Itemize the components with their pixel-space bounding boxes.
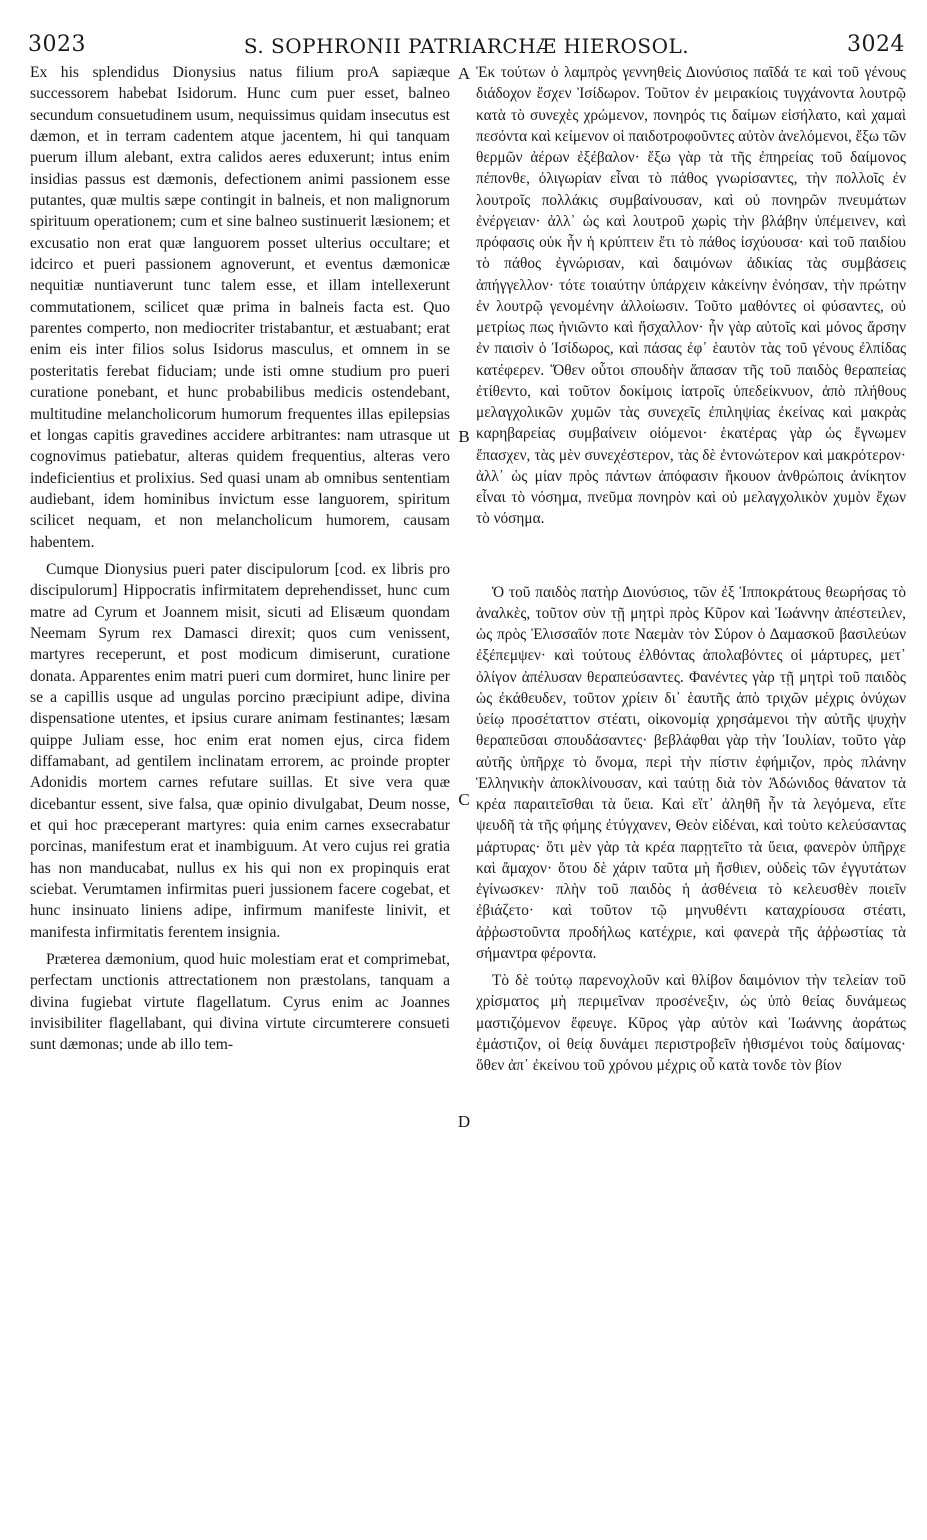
section-marker-c: C xyxy=(458,790,470,809)
latin-column xyxy=(30,62,450,1056)
latin-paragraph-3: Præterea dæmonium, quod huic molestiam erat et comprimebat, perfectam unctionis attrectationem non præstolans, tanquam a divina fugiebat virtute flagellatum. Cyrus enim ac Joannes invisibiliter flagellabant, qui divina virtute circumterere consueti sunt dæmonas; unde ab illo tem- xyxy=(30,951,450,1054)
running-title: S. SOPHRONII PATRIARCHÆ HIEROSOL. xyxy=(243,34,690,58)
latin-paragraph-1: Ex his splendidus Dionysius natus filium proA sapiæque successorem habebat Isidorum. Hunc cum puer esset, balneo secundum consuetudinem usum, nequissimus quidam insecutus est dæmon, et in terram cadentem atque jacentem, hi qui tanquam puerum illum alebant, extra calidos aeres eduxerunt; intus enim insidias passus est dæmonis, defectionem animi passionem esse putantes, quæ multis sæpe contingit in balneis, et non malignorum spirituum operationem; cum et sine balneo sustinuerit læsionem; et excusatio non erat quæ languorem posset ulterius occultare; et idcirco et pueri passionem agnoverunt, et eventus dæmonicæ nequitiæ nuntiaverunt tunc talem esse, et illam intellexerunt commutationem, scilicet quæ prima in balneis facta est. Quo parentes comperto, non mediocriter tristabantur, et æstuabant; erat enim eis inter filios solus Isidorus masculus, et omnem in se posteritatis ferebat fiduciam; unde isti omne studium pro pueri curatione ponebant, et hunc probabilibus medicis ostendebant, multitudine melancholicorum humorum frequentes illas epilepsias et longas capitis gravedines accidere arbitrantes: nam utrasque ut cognovimus patiebatur, alteras quidem frequentius, alteras vero indeficientius et prolixius. Sed quasi unam ab omnibus sententiam audiebant, idem hominibus invictum esse languorem, spiritum scilicet nequam, et non melancholicum humorem, causam habentem. xyxy=(30,64,450,551)
greek-paragraph-3: Τὸ δὲ τούτῳ παρενοχλοῦν καὶ θλίβον δαιμόνιον τὴν τελείαν τοῦ χρίσματος μὴ περιμεῖναν προσένεξιν, ὡς ὑπὸ θείας δυνάμεως μαστιζόμενον ἔφευγε. Κῦρος γὰρ αὐτὸν καὶ Ἰωάννης ἀοράτως ἐμάστιζον, οἱ θείᾳ δυνάμει περιστροβεῖν ἠθισμένοι τοὺς δαίμονας· ὅθεν ἀπ᾽ ἐκείνου τοῦ χρόνου μέχρις οὗ κατὰ τονδε τὸν βίον xyxy=(476,972,906,1074)
latin-paragraph-2: Cumque Dionysius pueri pater discipulorum [cod. ex libris pro discipulorum] Hippocratis infirmitatem deprehendisset, hunc cum matre ad Cyrum et Joannem misit, sicuti ad Elisæum quondam Neemam Syrum rex Damasci direxit; quos cum venissent, martyres receperunt, et post modicum dimiserunt, curatione donata. Apparentes enim matri pueri cum dormiret, hunc linire per se a capillis usque ad ungulas porcino præcipiunt adipe, divina dispensatione utentes, et ipsius curare animam festinantes; læsam quippe Juliam esse, hoc enim erat nomen ejus, circa fidem diffamabant, ad gentilem inclinatam errorem, ac proinde propter Adonidis mortem carnes refutare suillas. Et sive vera quæ dicebantur essent, sive falsa, quæ opinio divulgabat, Deum nosse, et qui hoc præceperant martyres: quia enim carnes exsecrabatur porcinas, manifestum erat et inambiguum. At vero cujus rei gratia has non manducabat, nullus ex his qui non ex propinquis erat sciebat. Verumtamen infirmitas pueri jussionem facere cogebat, et hunc insinuato liniens adipe, infirmum manifeste linivit, et manifesta infirmitatis ferentem insignia. xyxy=(30,560,450,941)
page-number-right: 3024 xyxy=(847,32,905,57)
section-marker-a: A xyxy=(457,64,471,83)
page-number-left: 3023 xyxy=(28,32,86,57)
running-header xyxy=(28,30,905,62)
greek-column xyxy=(476,62,906,1076)
section-marker-d: D xyxy=(457,1112,471,1131)
greek-paragraph-1: Ἐκ τούτων ὁ λαμπρὸς γεννηθεὶς Διονύσιος παῖδά τε καὶ τοῦ γένους διάδοχον ἔσχεν Ἰσίδωρον. Τοῦτον ἐν μειρακίοις τυγχάνοντα λουτρῷ κατὰ τὸ συνεχὲς χρώμενον, πονηρός τις δαίμων εἰσήλατο, καὶ χαμαὶ πεσόντα καὶ κείμενον οἱ παιδοτροφοῦντες αὐτὸν ἀνελόμενοι, ἔξω τῶν θερμῶν ἀέρων ἐξέβαλον· ἔξω γὰρ τὰ τῆς ἐπηρείας τοῦ δαίμονος πέπονθε, ὀλιγωρίαν εἶναι τὸ πάθος γνωρίσαντες, τὴν πολλοῖς ἐν λουτροῖς πολλάκις συμβαίνουσαν, καὶ οὐ πονηρῶν πνευμάτων ἐνέργειαν· ἀλλ᾽ ὡς καὶ λουτροῦ χωρὶς τὴν βλάβην ὑπέμεινεν, καὶ πρόφασις οὐκ ἦν ἡ κρύπτειν ἔτι τὸ πάθος ἰσχύουσα· καὶ τοῦ παιδίου τὸ πάθος ἐγνώρισαν, καὶ δαιμόνων ἀδικίας τὰς συμβάσεις ἀπήγγελλον· τότε τοιαύτην ὑπάρχειν κἀκείνην ἐνόησαν, τὴν πρώτην ἐν λουτρῷ γενομένην ἀλλοίωσιν. Τοῦτο μαθόντες οἱ φύσαντες, οὐ μετρίως πως ἠνιῶντο καὶ ἤσχαλλον· ἦν γὰρ αὐτοῖς καὶ μόνος ἄρσην ἐν παισὶν ὁ Ἰσίδωρος, καὶ πάσας ἐφ᾽ ἑαυτὸν τὰς τοῦ γένους ἐλπίδας κατέφερεν. Ὅθεν οὗτοι σπουδὴν ἅπασαν τῆς τοῦ παιδὸς θεραπείας ἐτίθεντο, καὶ τοῦτον δοκίμοις ἰατροῖς ὑπεδείκνυον, ἀπὸ πλήθους μελαγχολικῶν χυμῶν τὰς συνεχεῖς ἐπιληψίας ἐκείνας καὶ μακρὰς καρηβαρείας συμβαίνειν οἰόμενοι· ἑκατέρας γὰρ ὡς ἔγνωμεν ἔπασχεν, τὰς μὲν συνεχέστερον, τὰς δὲ ἐντονώτερον καὶ μακρότερον· ἀλλ᾽ ὡς μίαν πρὸς πάντων ἀπόφασιν ἤκουον ἀνθρώποις ἀνίκητον εἶναι τὸ νόσημα, πνεῦμα πονηρὸν καὶ οὐ μελαγχολικὸν χυμὸν ἔχων τὸ νόσημα. xyxy=(476,64,906,528)
greek-paragraph-2: Ὁ τοῦ παιδὸς πατὴρ Διονύσιος, τῶν ἐξ Ἱπποκράτους θεωρήσας τὸ ἀναλκὲς, τοῦτον σὺν τῇ μητρὶ πρὸς Κῦρον καὶ Ἰωάννην ἀπέστειλεν, ὡς πρὸς Ἐλισσαῖόν ποτε Ναεμὰν τὸν Σύρον ὁ Δαμασκοῦ βασιλεύων ἐξέπεμψεν· καὶ τούτους ἐλθόντας ἀπολαβόντες οἱ μάρτυρες, μετ᾽ ὀλίγον ἀπέλυσαν θεραπεύσαντες. Φανέντες γὰρ τῇ μητρὶ τοῦ παιδὸς ὡς ἐκάθευδεν, τοῦτον χρίειν δι᾽ ἑαυτῆς ἀπὸ τριχῶν μέχρις ὀνύχων ὑείῳ προσέταττον στέατι, οἰκονομίᾳ χρησάμενοι τὴν αὐτῆς ψυχὴν θεραπεῦσαι σπουδάσαντες· βεβλάφθαι γὰρ τὴν Ἰουλίαν, τοῦτο γὰρ αὐτῆς ὑπῆρχε τὸ ὄνομα, περὶ τὴν πίστιν ἐφήμιζον, πρὸς πλάνην Ἑλληνικὴν ἀποκλίνουσαν, καὶ ταύτῃ διὰ τὸν Ἀδώνιδος θάνατον τὰ κρέα παραιτεῖσθαι τὰ ὕεια. Καὶ εἴτ᾽ ἀληθῆ ἦν τὰ λεγόμενα, εἴτε ψευδῆ τὰ τῆς φήμης ἐτύγχανεν, Θεὸν εἰδέναι, καὶ τοὺτο κελεύσαντας μάρτυρας· ὅτι μὲν γὰρ τὰ κρέα παρῃτεῖτο τὰ ὕεια, φανερὸν ὑπῆρχε καὶ ἄμαχον· ὅτου δὲ χάριν ταῦτα μὴ ἤσθιεν, οὐδεὶς τῶν ἐγγυτάτων ἐγίνωσκεν· πλὴν τοῦ παιδὸς ἡ ἀσθένεια τὸ κελευσθὲν ποιεῖν ἐβιάζετο· καὶ τοῦτον τῷ μηνυθέντι καταχρίουσα στέατι, ἀῤῥωστοῦντα προδήλως κατέχριε, καὶ φανερὰ τῆς ἀῤῥωστίας τὰ σήμαντρα φέροντα. xyxy=(476,583,906,962)
section-marker-b: B xyxy=(458,427,470,446)
